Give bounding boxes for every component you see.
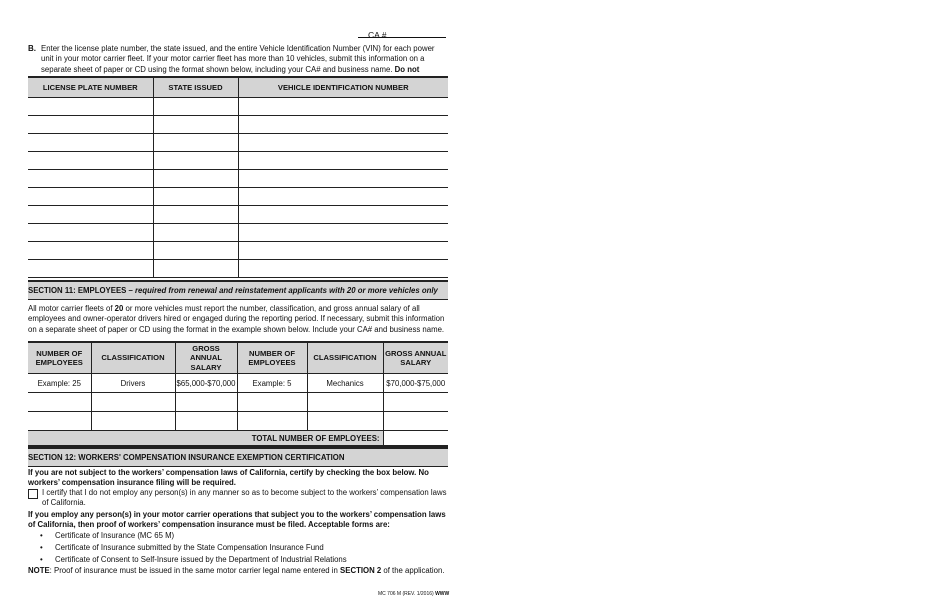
license-plate-cell[interactable] (28, 98, 153, 116)
state-issued-cell[interactable] (153, 260, 238, 278)
section-11-title: SECTION 11: EMPLOYEES – (28, 286, 133, 295)
state-issued-cell[interactable] (153, 242, 238, 260)
note-text: : Proof of insurance must be issued in the same motor carrier legal name entered in (49, 566, 341, 575)
vehicle-row (28, 116, 448, 134)
example-cell: $70,000-$75,000 (383, 374, 448, 393)
example-cell: Example: 25 (28, 374, 91, 393)
list-item-text: Certificate of Insurance submitted by the State Compensation Insurance Fund (55, 543, 324, 552)
employee-table-header (28, 342, 448, 374)
section-11-text (28, 304, 448, 335)
entry-cell[interactable] (175, 393, 237, 412)
state-issued-cell[interactable] (153, 134, 238, 152)
section-11-text-bold: 20 (114, 304, 124, 313)
list-item-text: Certificate of Consent to Self-Insure issued by the Department of Industrial Relations (55, 555, 347, 564)
license-plate-cell[interactable] (28, 170, 153, 188)
employee-table (28, 341, 448, 447)
entry-cell[interactable] (237, 412, 307, 431)
vin-cell[interactable] (238, 242, 448, 260)
ca-number-label: CA # (368, 30, 387, 40)
bullet-icon: • (40, 543, 43, 552)
state-issued-cell[interactable] (153, 170, 238, 188)
total-label: TOTAL NUMBER OF EMPLOYEES: (28, 431, 383, 447)
section-12-title: SECTION 12: WORKERS' COMPENSATION INSURANCE EXEMPTION CERTIFICATION (28, 453, 345, 462)
vehicle-row (28, 242, 448, 260)
total-input[interactable] (383, 431, 448, 447)
state-issued-header: STATE ISSUED (153, 77, 238, 98)
vin-cell[interactable] (238, 224, 448, 242)
vehicle-row (28, 152, 448, 170)
section-11-subtitle: required from renewal and reinstatement applicants with 20 or more vehicles only (132, 286, 438, 295)
entry-cell[interactable] (175, 412, 237, 431)
vin-cell[interactable] (238, 170, 448, 188)
classification-header-2: CLASSIFICATION (307, 342, 383, 374)
form-suffix: WWW (435, 591, 450, 597)
section-12-header (28, 447, 448, 467)
employee-row (28, 393, 448, 412)
license-plate-cell[interactable] (28, 152, 153, 170)
entry-cell[interactable] (28, 412, 91, 431)
list-item (40, 543, 347, 555)
note-bold: SECTION 2 (340, 566, 382, 575)
vehicle-row (28, 98, 448, 116)
total-row (28, 431, 448, 447)
certify-text: I certify that I do not employ any person(s) in any manner so as to become subject to the workers’ compensation laws of California. (42, 488, 447, 508)
acceptable-forms-list (40, 531, 347, 567)
vin-cell[interactable] (238, 116, 448, 134)
state-issued-cell[interactable] (153, 224, 238, 242)
example-cell: $65,000-$70,000 (175, 374, 237, 393)
section-b-instructions: Enter the license plate number, the state issued, and the entire Vehicle Identification Number (VIN) for each power unit in your motor carrier fleet. If your motor carrier fleet has more than 10 vehicles, submit this information on a separate sheet of paper or CD using the format shown below, including your CA# and business name. (41, 44, 435, 74)
note-label: NOTE (28, 566, 50, 575)
bullet-icon: • (40, 555, 43, 564)
note (28, 566, 448, 576)
state-issued-cell[interactable] (153, 206, 238, 224)
classification-header: CLASSIFICATION (91, 342, 175, 374)
vehicle-row (28, 170, 448, 188)
example-row (28, 374, 448, 393)
section-12-para2: If you employ any person(s) in your motor carrier operations that subject you to the workers’ compensation laws of California, then proof of workers’ compensation insurance must be filed. Acceptable forms are: (28, 510, 446, 530)
vehicle-row (28, 224, 448, 242)
bullet-icon: • (40, 531, 43, 540)
section-12-para1: If you are not subject to the workers’ compensation laws of California, certify by checking the box below. No workers’ compensation insurance filing will be required. (28, 468, 429, 488)
note-end: of the application. (381, 566, 445, 575)
entry-cell[interactable] (307, 393, 383, 412)
entry-cell[interactable] (91, 393, 175, 412)
state-issued-cell[interactable] (153, 152, 238, 170)
example-cell: Mechanics (307, 374, 383, 393)
section-b-note: Do not (394, 64, 420, 74)
vin-cell[interactable] (238, 188, 448, 206)
section-b-label: B. (28, 44, 36, 53)
state-issued-cell[interactable] (153, 188, 238, 206)
gross-salary-header-2: GROSS ANNUAL SALARY (383, 342, 448, 374)
example-cell: Drivers (91, 374, 175, 393)
vin-cell[interactable] (238, 134, 448, 152)
vin-cell[interactable] (238, 206, 448, 224)
license-plate-cell[interactable] (28, 134, 153, 152)
vin-header: VEHICLE IDENTIFICATION NUMBER (238, 77, 448, 98)
entry-cell[interactable] (383, 412, 448, 431)
section-11-text-b: or more vehicles must report the number, classification, and gross annual salary of all employees and owner-operator drivers hired or engaged during the reporting period. If necessary, submit this information on a separate sheet of paper or CD using the format in the example shown below. Include your CA# and business name. (28, 304, 445, 334)
license-plate-cell[interactable] (28, 188, 153, 206)
vin-cell[interactable] (238, 152, 448, 170)
example-cell: Example: 5 (237, 374, 307, 393)
entry-cell[interactable] (91, 412, 175, 431)
num-employees-header: NUMBER OF EMPLOYEES (28, 342, 91, 374)
gross-salary-header: GROSS ANNUAL SALARY (175, 342, 237, 374)
vin-cell[interactable] (238, 98, 448, 116)
list-item-text: Certificate of Insurance (MC 65 M) (55, 531, 175, 540)
entry-cell[interactable] (383, 393, 448, 412)
ca-number-field[interactable] (358, 37, 446, 38)
license-plate-cell[interactable] (28, 206, 153, 224)
entry-cell[interactable] (28, 393, 91, 412)
entry-cell[interactable] (307, 412, 383, 431)
vehicle-row (28, 188, 448, 206)
license-plate-cell[interactable] (28, 242, 153, 260)
vehicle-row (28, 260, 448, 278)
section-11-header (28, 280, 448, 300)
vin-cell[interactable] (238, 260, 448, 278)
license-plate-cell[interactable] (28, 260, 153, 278)
employee-row (28, 412, 448, 431)
vehicle-row (28, 134, 448, 152)
state-issued-cell[interactable] (153, 116, 238, 134)
state-issued-cell[interactable] (153, 98, 238, 116)
vehicle-table-header (28, 77, 448, 98)
license-plate-header: LICENSE PLATE NUMBER (28, 77, 153, 98)
entry-cell[interactable] (237, 393, 307, 412)
section-11-text-a: All motor carrier fleets of (28, 304, 115, 313)
num-employees-header-2: NUMBER OF EMPLOYEES (237, 342, 307, 374)
license-plate-cell[interactable] (28, 116, 153, 134)
form-id: MC 706 M (REV. 1/2016) (378, 591, 434, 597)
form-footer (378, 591, 449, 597)
exemption-checkbox[interactable] (28, 489, 38, 499)
vehicle-table (28, 76, 448, 278)
vehicle-row (28, 206, 448, 224)
license-plate-cell[interactable] (28, 224, 153, 242)
list-item (40, 531, 347, 543)
